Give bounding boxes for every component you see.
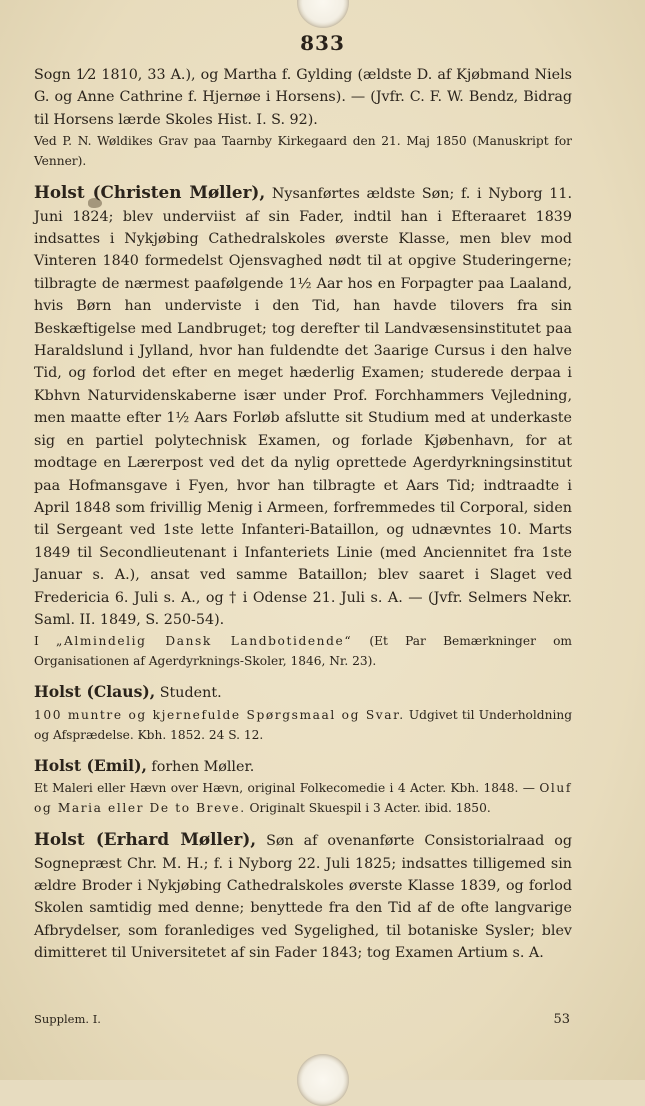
paragraph-continuation: Sogn 1⁄2 1810, 33 A.), og Martha f. Gylding (ældste D. af Kjøbmand Niels G. og Anne Cathrine f. Hjernøe i Horsens). — (Jvfr. C. F. W. Bendz, Bidrag til Horsens lærde Skoles Hist. I. S. 92).	[34, 67, 572, 128]
entry-erhard-moller	[34, 828, 572, 964]
work-title: Et Maleri eller Hævn over Hævn,	[34, 781, 244, 796]
entry-text	[34, 828, 572, 964]
entry-name: Holst (Christen Møller),	[34, 182, 266, 203]
entry-claus	[34, 681, 572, 744]
entry-text	[34, 681, 572, 704]
entry-name: Holst (Erhard Møller),	[34, 829, 257, 850]
entry-biography: Søn af ovenanførte Consistorialraad og Sognepræst Chr. M. H.; f. i Nyborg 22. Juli 1825; indsattes tilligemed sin ældre Broder i Nykjøbing Cathedralskoles øverste Klasse 1839, og forlod Skolen samtidig med denne; benyttede fra den Tid af de ofte langvarige Afbrydelser, som foranlediges ved Sygelighed, til botaniske Sysler; blev dimitteret til Universitetet af sin Fader 1843; tog Examen Artium s. A.	[34, 833, 572, 962]
entry-work	[34, 778, 572, 818]
work-details: (Et Par Bemærkninger om Organisationen af Agerdyrknings-Skoler, 1846, Nr. 23).	[34, 634, 572, 669]
work-details: original Folkecomedie i 4 Acter. Kbh. 1848. —	[243, 781, 540, 796]
work-details: Originalt Skuespil i 3 Acter. ibid. 1850.	[245, 801, 491, 816]
paragraph-note: Ved P. N. Wøldikes Grav paa Taarnby Kirkegaard den 21. Maj 1850 (Manuskript for Venner).	[34, 134, 572, 169]
entry-emil	[34, 755, 572, 818]
entry-work	[34, 631, 572, 671]
punch-hole-bottom	[297, 1054, 349, 1106]
punch-hole-top	[297, 0, 349, 28]
footer-signature: Supplem. I.	[34, 1012, 101, 1026]
page-number: 833	[300, 31, 345, 55]
work-title: Oluf og Maria eller De to Breve.	[34, 781, 572, 816]
work-title: „Almindelig Dansk Landbotidende“	[56, 634, 353, 649]
work-details: Udgivet til Underholdning og Afsprædelse. Kbh. 1852. 24 S. 12.	[34, 707, 572, 742]
work-prefix: I	[34, 634, 57, 649]
entry-work	[34, 705, 572, 745]
entry-name: Holst (Emil),	[34, 755, 147, 775]
work-title: 100 muntre og kjernefulde Spørgsmaal og Svar.	[34, 707, 405, 722]
entry-biography: Nysanførtes ældste Søn; f. i Nyborg 11. Juni 1824; blev underviist af sin Fader, indtil han i Efteraaret 1839 indsattes i Nykjøbing Cathedralskoles øverste Klasse, men blev mod Vinteren 1840 formedelst Ojensvaghed nødt til at opgive Studeringerne; tilbragte de nærmest paafølgende 1½ Aar hos en Forpagter paa Laaland, hvis Børn han underviste i den Tid, han havde tilovers fra sin Beskæftigelse med Landbruget; tog derefter til Landvæsensinstitutet paa Haraldslund i Jylland, hvor han fuldendte det 3aarige Cursus i den halve Tid, og forlod det efter en meget hæderlig Examen; studerede derpaa i Kbhvn Naturvidenskaberne især under Prof. Forchhammers Vejledning, men maatte efter 1½ Aars Forløb afslutte sit Studium med at underkaste sig en partiel polytechnisk Examen, og forlade Kjøbenhavn, for at modtage en Lærerpost ved det da nylig oprettede Agerdyrkningsinstitut paa Hofmansgave i Fyen, hvor han tilbragte et Aars Tid; indtraadte i April 1848 som frivillig Menig i Armeen, forfremmedes til Corporal, siden til Sergeant ved 1ste lette Infanteri-Bataillon, og udnævntes 10. Marts 1849 til Secondlieutenant i Infanteriets Linie (med Anciennitet fra 1ste Januar s. A.), ansat ved samme Bataillon; blev saaret i Slaget ved Fredericia 6. Juli s. A., og † i Odense 21. Juli s. A. — (Jvfr. Selmers Nekr. Saml. II. 1849, S. 250-54).	[34, 186, 573, 628]
entry-christen-moller	[34, 181, 572, 671]
entry-text	[34, 181, 572, 631]
entry-name: Holst (Claus),	[34, 682, 156, 702]
entry-biography: forhen Møller.	[146, 758, 255, 775]
entry-text	[34, 755, 572, 778]
footer-sheet-number: 53	[553, 1012, 570, 1027]
page-footer	[34, 1012, 572, 1026]
page-body	[34, 64, 572, 965]
entry-biography: Student.	[155, 685, 222, 702]
